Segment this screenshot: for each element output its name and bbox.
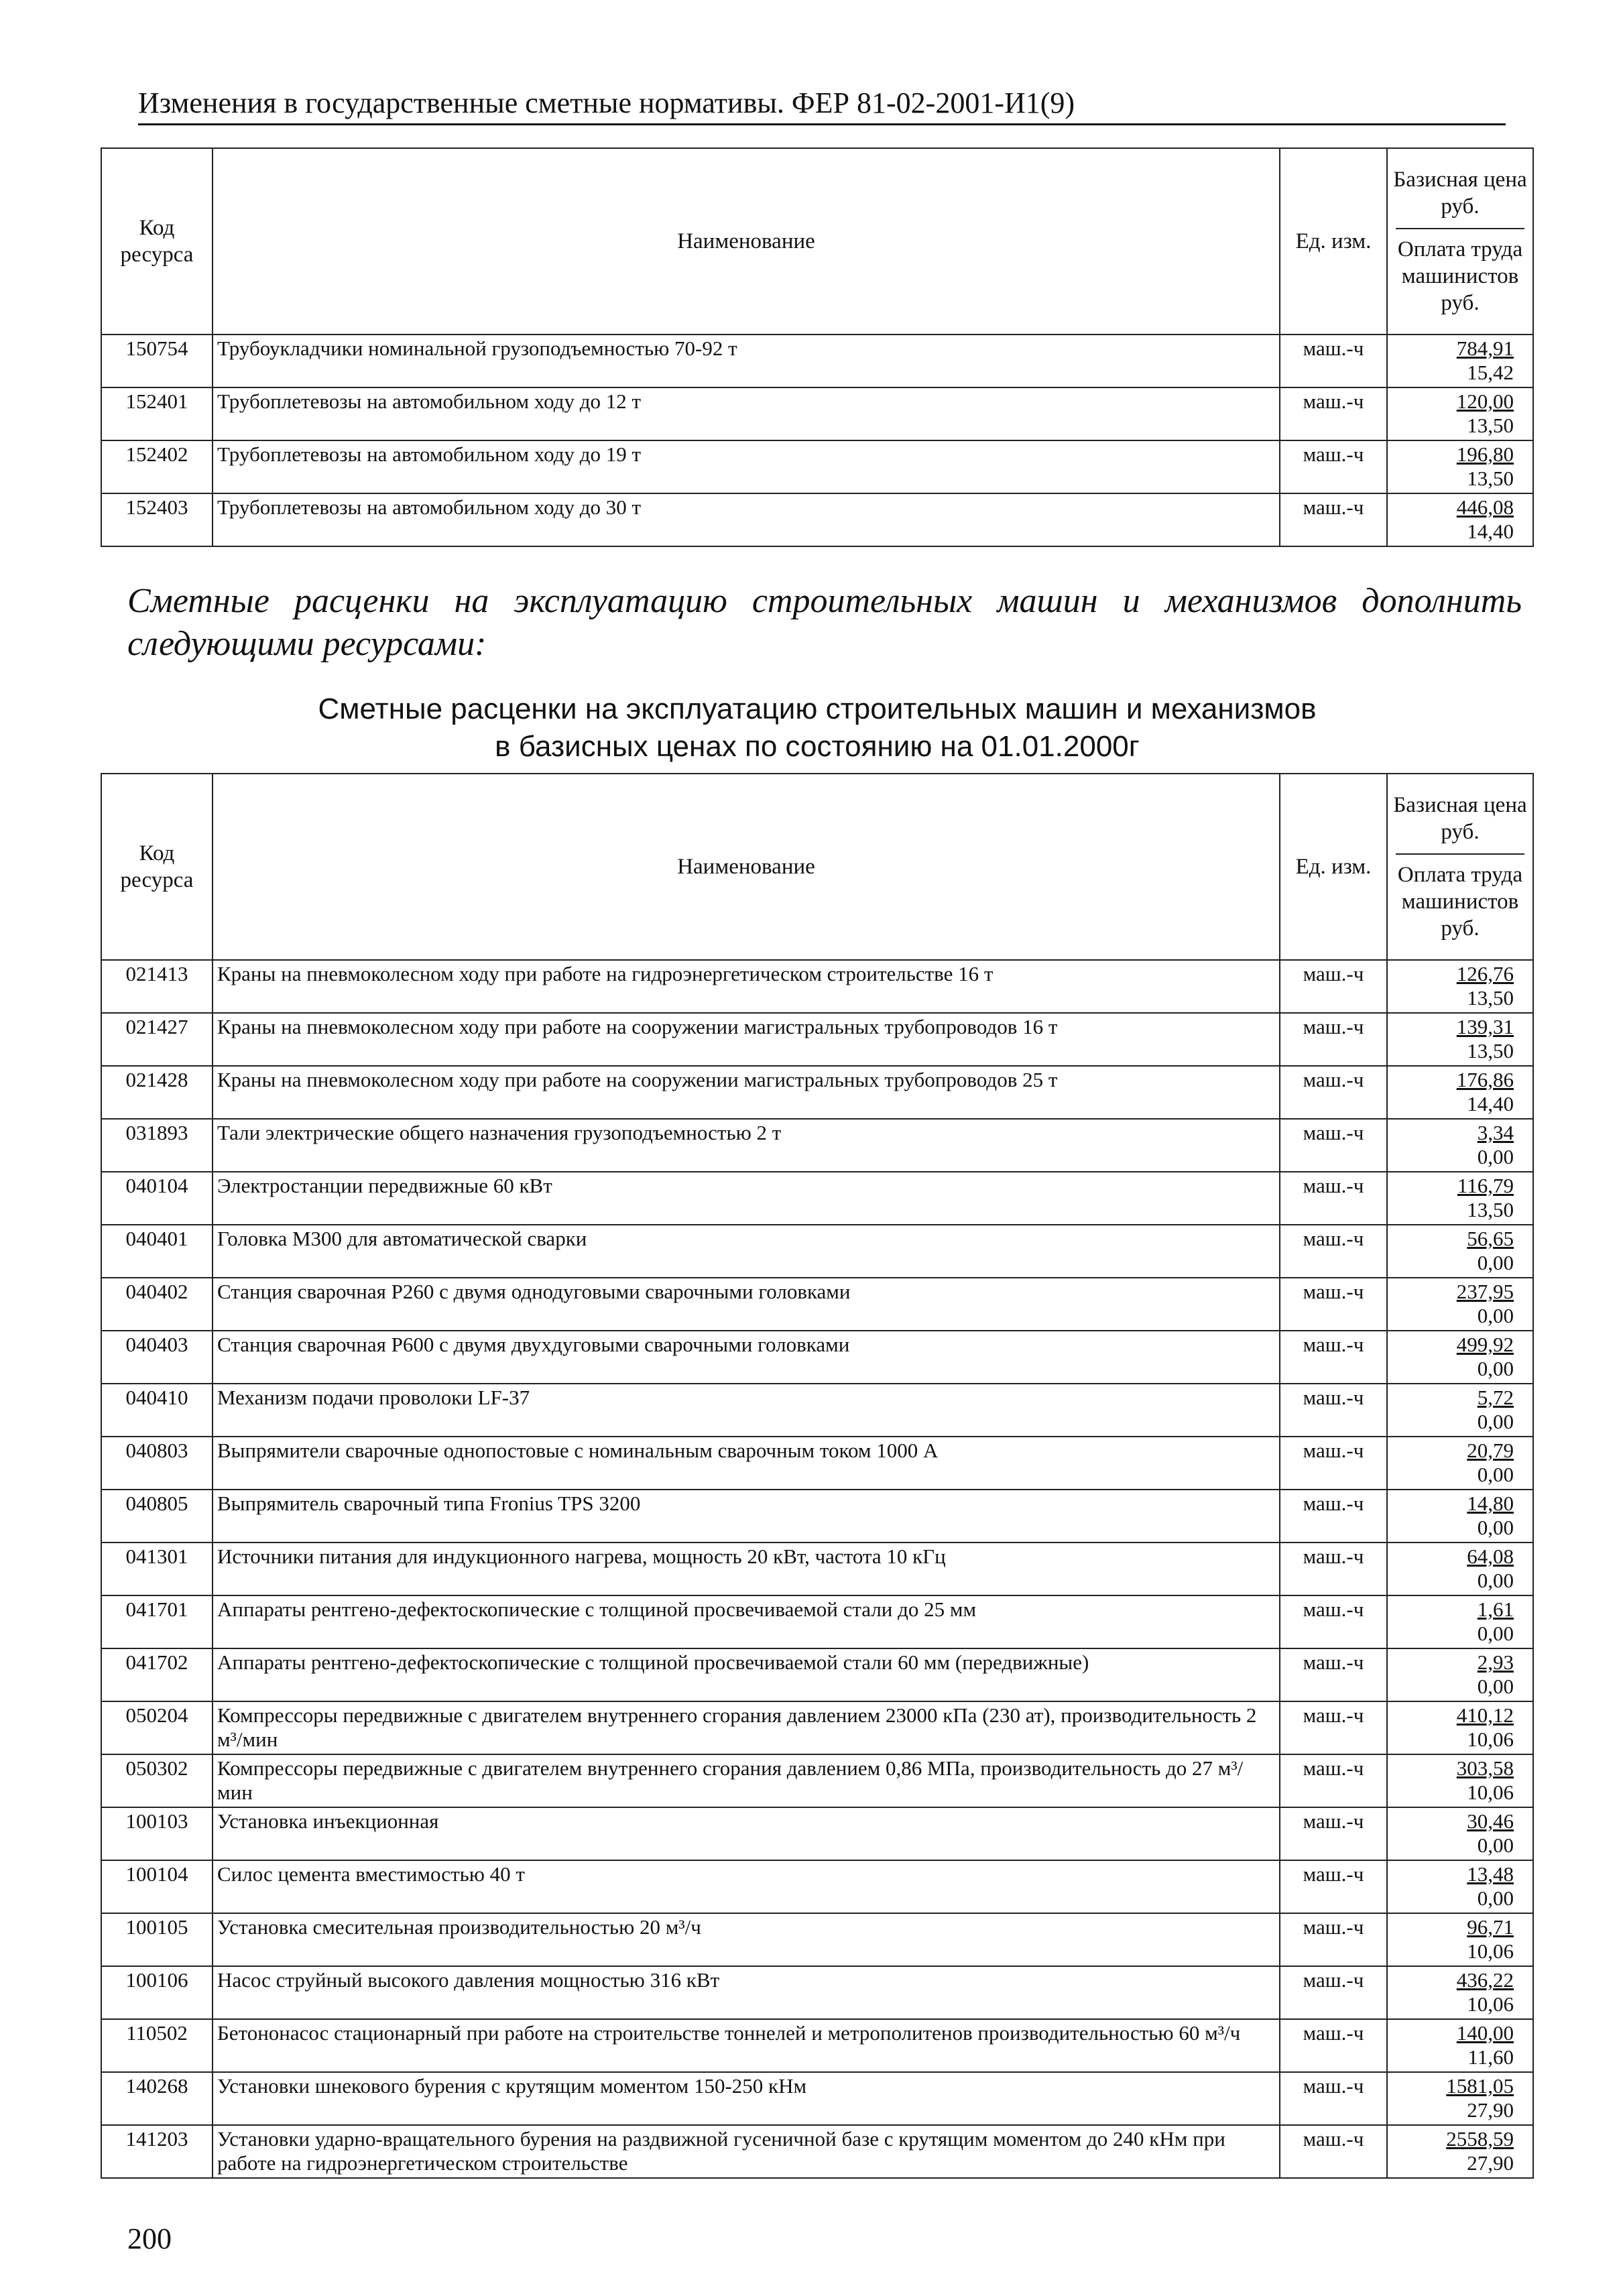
base-price: 14,80 [1467,1492,1514,1515]
operator-wage: 27,90 [1467,2098,1514,2122]
resource-code: 040402 [101,1278,213,1331]
operator-wage: 14,40 [1467,1092,1514,1115]
operator-wage: 0,00 [1477,1675,1514,1698]
resource-code: 021427 [101,1013,213,1066]
resource-name: Насос струйный высокого давления мощностью 316 кВт [213,1966,1280,2019]
col-code-header: Код ресурса [101,148,213,335]
resource-unit: маш.-ч [1280,1066,1387,1119]
operator-wage: 13,50 [1467,414,1514,437]
base-price: 13,48 [1467,1862,1514,1886]
resource-name: Трубоукладчики номинальной грузоподъемностью 70-92 т [213,335,1280,387]
table-row [101,1172,1533,1225]
resource-name: Аппараты рентгено-дефектоскопические с толщиной просвечиваемой стали 60 мм (передвижные) [213,1648,1280,1701]
base-price: 30,46 [1467,1809,1514,1833]
price-header-divider [1396,228,1524,229]
operator-wage: 0,00 [1477,1569,1514,1592]
resource-name: Станция сварочная Р260 с двумя однодуговыми сварочными головками [213,1278,1280,1331]
resource-name: Компрессоры передвижные с двигателем внутреннего сгорания давлением 23000 кПа (230 ат), производительность 2 м³/мин [213,1701,1280,1754]
resource-unit: маш.-ч [1280,1384,1387,1437]
table-row [101,1807,1533,1860]
resource-unit: маш.-ч [1280,1013,1387,1066]
resource-name: Установка смесительная производительностью 20 м³/ч [213,1913,1280,1966]
resource-name: Трубоплетевозы на автомобильном ходу до 19 т [213,440,1280,493]
resource-unit: маш.-ч [1280,1225,1387,1278]
resource-code: 152402 [101,440,213,493]
operator-wage: 0,00 [1477,1357,1514,1380]
page-header: Изменения в государственные сметные нормативы. ФЕР 81-02-2001-И1(9) [138,86,1506,125]
resource-name: Источники питания для индукционного нагрева, мощность 20 кВт, частота 10 кГц [213,1543,1280,1595]
resource-name: Силос цемента вместимостью 40 т [213,1860,1280,1913]
operator-wage: 0,00 [1477,1304,1514,1327]
resource-price-cell [1387,1648,1533,1701]
resource-code: 041301 [101,1543,213,1595]
resource-name: Электростанции передвижные 60 кВт [213,1172,1280,1225]
resource-name: Установки ударно-вращательного бурения на раздвижной гусеничной базе с крутящим моментом до 240 кНм при работе на гидроэнергетическом строительстве [213,2125,1280,2178]
base-price: 1581,05 [1446,2074,1514,2098]
base-price: 120,00 [1456,389,1514,413]
resource-price-cell [1387,2072,1533,2125]
table-2-title-line-2: в базисных ценах по состоянию на 01.01.2000г [495,730,1140,763]
table-row [101,1119,1533,1172]
resource-code: 040104 [101,1172,213,1225]
resource-name: Станция сварочная Р600 с двумя двухдуговыми сварочными головками [213,1331,1280,1384]
resource-unit: маш.-ч [1280,335,1387,387]
table-2-body [101,960,1533,2178]
base-price: 2558,59 [1446,2127,1514,2151]
operator-wage: 0,00 [1477,1251,1514,1274]
resource-name: Краны на пневмоколесном ходу при работе на гидроэнергетическом строительстве 16 т [213,960,1280,1013]
operator-wage: 0,00 [1477,1516,1514,1539]
resource-price-cell [1387,1807,1533,1860]
resource-table-1 [101,147,1534,547]
price-header-divider [1396,853,1524,855]
table-row [101,1754,1533,1807]
base-price: 176,86 [1456,1068,1514,1091]
resource-code: 100106 [101,1966,213,2019]
labor-header-label: Оплата труда машинистов руб. [1397,237,1523,315]
operator-wage: 13,50 [1467,986,1514,1010]
resource-unit: маш.-ч [1280,440,1387,493]
resource-price-cell [1387,2019,1533,2072]
resource-code: 040805 [101,1490,213,1543]
col-unit-header: Ед. изм. [1280,148,1387,335]
base-price: 446,08 [1456,495,1514,519]
table-row [101,2072,1533,2125]
price-header-label: Базисная цена руб. [1393,793,1527,844]
operator-wage: 13,50 [1467,1198,1514,1221]
table-row [101,1543,1533,1595]
resource-unit: маш.-ч [1280,2072,1387,2125]
resource-price-cell [1387,1278,1533,1331]
price-header-label: Базисная цена руб. [1393,168,1527,219]
resource-name: Компрессоры передвижные с двигателем внутреннего сгорания давлением 0,86 МПа, производительность до 27 м³/мин [213,1754,1280,1807]
table-row [101,1278,1533,1331]
base-price: 784,91 [1456,337,1514,360]
resource-name: Тали электрические общего назначения грузоподъемностью 2 т [213,1119,1280,1172]
base-price: 499,92 [1456,1333,1514,1356]
base-price: 237,95 [1456,1280,1514,1303]
resource-price-cell [1387,1754,1533,1807]
resource-table-2 [101,773,1534,2179]
resource-code: 110502 [101,2019,213,2072]
resource-price-cell [1387,440,1533,493]
table-2-title-line-1: Сметные расценки на эксплуатацию строительных машин и механизмов [318,692,1317,725]
table-row [101,1701,1533,1754]
base-price: 116,79 [1457,1174,1514,1197]
resource-price-cell [1387,335,1533,387]
resource-code: 021413 [101,960,213,1013]
operator-wage: 0,00 [1477,1622,1514,1645]
resource-code: 040410 [101,1384,213,1437]
resource-code: 100105 [101,1913,213,1966]
operator-wage: 13,50 [1467,467,1514,490]
resource-code: 100103 [101,1807,213,1860]
resource-price-cell [1387,1913,1533,1966]
base-price: 64,08 [1467,1545,1514,1568]
resource-name: Механизм подачи проволоки LF-37 [213,1384,1280,1437]
resource-price-cell [1387,1119,1533,1172]
operator-wage: 0,00 [1477,1886,1514,1910]
resource-unit: маш.-ч [1280,1278,1387,1331]
base-price: 2,93 [1477,1650,1514,1674]
resource-unit: маш.-ч [1280,1648,1387,1701]
base-price: 196,80 [1456,442,1514,466]
resource-unit: маш.-ч [1280,1807,1387,1860]
table-row [101,387,1533,440]
base-price: 3,34 [1477,1121,1514,1144]
table-2-title [101,690,1534,766]
resource-code: 031893 [101,1119,213,1172]
col-price-header [1387,774,1533,960]
operator-wage: 10,06 [1467,1939,1514,1963]
resource-unit: маш.-ч [1280,1543,1387,1595]
resource-name: Установка инъекционная [213,1807,1280,1860]
resource-code: 100104 [101,1860,213,1913]
operator-wage: 27,90 [1467,2151,1514,2175]
resource-name: Аппараты рентгено-дефектоскопические с толщиной просвечиваемой стали до 25 мм [213,1595,1280,1648]
resource-unit: маш.-ч [1280,960,1387,1013]
resource-price-cell [1387,1331,1533,1384]
resource-unit: маш.-ч [1280,387,1387,440]
resource-name: Установки шнекового бурения с крутящим моментом 150-250 кНм [213,2072,1280,2125]
col-code-header: Код ресурса [101,774,213,960]
resource-price-cell [1387,1490,1533,1543]
resource-code: 041702 [101,1648,213,1701]
table-row [101,1966,1533,2019]
labor-header-label: Оплата труда машинистов руб. [1397,863,1523,941]
resource-code: 040803 [101,1437,213,1490]
operator-wage: 11,60 [1467,2045,1514,2069]
table-row [101,960,1533,1013]
resource-unit: маш.-ч [1280,1331,1387,1384]
table-row [101,1437,1533,1490]
base-price: 140,00 [1456,2021,1514,2045]
col-price-header [1387,148,1533,335]
resource-price-cell [1387,387,1533,440]
base-price: 56,65 [1467,1227,1514,1250]
operator-wage: 14,40 [1467,520,1514,543]
resource-code: 021428 [101,1066,213,1119]
resource-code: 141203 [101,2125,213,2178]
operator-wage: 0,00 [1477,1410,1514,1433]
base-price: 303,58 [1456,1756,1514,1780]
resource-price-cell [1387,1013,1533,1066]
resource-price-cell [1387,1860,1533,1913]
base-price: 139,31 [1456,1015,1514,1038]
resource-price-cell [1387,1595,1533,1648]
base-price: 5,72 [1477,1386,1514,1409]
resource-price-cell [1387,1225,1533,1278]
table-row [101,1490,1533,1543]
base-price: 126,76 [1456,962,1514,985]
resource-unit: маш.-ч [1280,493,1387,546]
table-row [101,1648,1533,1701]
resource-price-cell [1387,1966,1533,2019]
resource-code: 050302 [101,1754,213,1807]
resource-unit: маш.-ч [1280,1860,1387,1913]
table-row [101,335,1533,387]
col-name-header: Наименование [213,774,1280,960]
resource-name: Головка М300 для автоматической сварки [213,1225,1280,1278]
resource-code: 150754 [101,335,213,387]
table-row [101,493,1533,546]
resource-price-cell [1387,960,1533,1013]
base-price: 96,71 [1467,1915,1514,1939]
resource-code: 152401 [101,387,213,440]
resource-unit: маш.-ч [1280,1754,1387,1807]
operator-wage: 0,00 [1477,1463,1514,1486]
resource-unit: маш.-ч [1280,1913,1387,1966]
table-row [101,2019,1533,2072]
resource-unit: маш.-ч [1280,1490,1387,1543]
operator-wage: 0,00 [1477,1833,1514,1857]
resource-unit: маш.-ч [1280,1701,1387,1754]
operator-wage: 15,42 [1467,361,1514,384]
resource-price-cell [1387,1066,1533,1119]
resource-unit: маш.-ч [1280,1172,1387,1225]
table-row [101,1595,1533,1648]
supplement-note: Сметные расценки на эксплуатацию строительных машин и механизмов дополнить следующими ресурсами: [127,582,1522,663]
resource-price-cell [1387,1437,1533,1490]
table-row [101,1066,1533,1119]
resource-name: Краны на пневмоколесном ходу при работе на сооружении магистральных трубопроводов 25 т [213,1066,1280,1119]
base-price: 1,61 [1477,1597,1514,1621]
resource-price-cell [1387,1701,1533,1754]
resource-name: Выпрямители сварочные однопостовые с номинальным сварочным током 1000 А [213,1437,1280,1490]
resource-price-cell [1387,1384,1533,1437]
resource-code: 040403 [101,1331,213,1384]
resource-code: 152403 [101,493,213,546]
resource-name: Бетононасос стационарный при работе на строительстве тоннелей и метрополитенов производительностью 60 м³/ч [213,2019,1280,2072]
table-row [101,1860,1533,1913]
operator-wage: 0,00 [1477,1145,1514,1168]
resource-unit: маш.-ч [1280,1966,1387,2019]
resource-price-cell [1387,1543,1533,1595]
col-name-header: Наименование [213,148,1280,335]
resource-unit: маш.-ч [1280,1437,1387,1490]
resource-code: 050204 [101,1701,213,1754]
resource-code: 040401 [101,1225,213,1278]
resource-unit: маш.-ч [1280,2125,1387,2178]
resource-price-cell [1387,2125,1533,2178]
operator-wage: 10,06 [1467,1728,1514,1751]
resource-code: 041701 [101,1595,213,1648]
operator-wage: 10,06 [1467,1992,1514,2016]
base-price: 20,79 [1467,1439,1514,1462]
col-unit-header: Ед. изм. [1280,774,1387,960]
table-row [101,1384,1533,1437]
table-row [101,2125,1533,2178]
page-number: 200 [127,2222,172,2255]
resource-unit: маш.-ч [1280,2019,1387,2072]
table-row [101,1331,1533,1384]
resource-unit: маш.-ч [1280,1595,1387,1648]
base-price: 436,22 [1456,1968,1514,1992]
resource-name: Краны на пневмоколесном ходу при работе на сооружении магистральных трубопроводов 16 т [213,1013,1280,1066]
resource-name: Выпрямитель сварочный типа Fronius TPS 3200 [213,1490,1280,1543]
table-1-body [101,335,1533,546]
resource-unit: маш.-ч [1280,1119,1387,1172]
operator-wage: 13,50 [1467,1039,1514,1063]
table-row [101,440,1533,493]
table-row [101,1013,1533,1066]
resource-price-cell [1387,493,1533,546]
resource-price-cell [1387,1172,1533,1225]
table-row [101,1225,1533,1278]
resource-code: 140268 [101,2072,213,2125]
resource-name: Трубоплетевозы на автомобильном ходу до 30 т [213,493,1280,546]
table-row [101,1913,1533,1966]
base-price: 410,12 [1456,1703,1514,1727]
operator-wage: 10,06 [1467,1780,1514,1804]
resource-name: Трубоплетевозы на автомобильном ходу до 12 т [213,387,1280,440]
